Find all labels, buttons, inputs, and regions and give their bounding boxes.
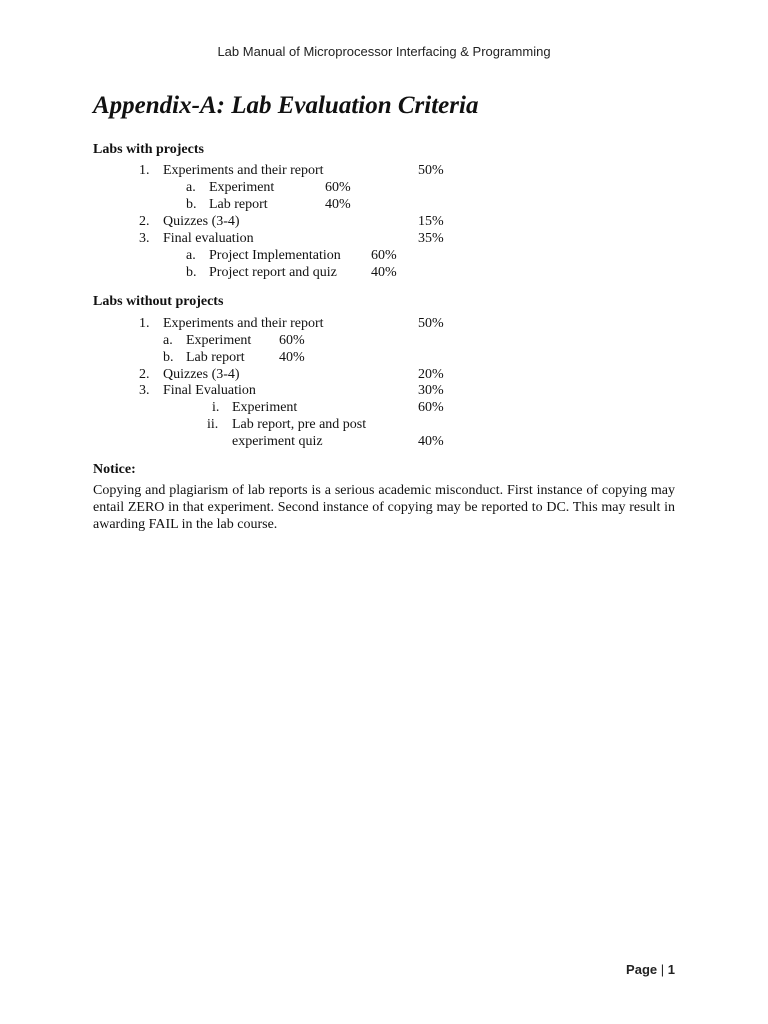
list-item-value: 60% [325,180,351,195]
list-item-label: Quizzes (3-4) [163,367,240,382]
list-item: b. [186,265,197,280]
list-item: ii. [207,417,219,432]
list-item: 1. [139,163,150,178]
list-item-label: experiment quiz [232,434,323,449]
list-item-label: Lab report [186,350,245,365]
list-item-value: 40% [418,434,444,449]
list-item: 2. [139,214,150,229]
list-item-value: 60% [371,248,397,263]
list-item-label: Project report and quiz [209,265,337,280]
page-label: Page [626,962,658,977]
page-separator: | [660,962,665,977]
notice-heading: Notice: [93,462,136,477]
list-item-value: 60% [418,400,444,415]
list-item: 2. [139,367,150,382]
list-item-label: Project Implementation [209,248,341,263]
list-item: b. [186,197,197,212]
list-item-label: Experiment [186,333,252,348]
page-number: 1 [667,962,675,977]
section-heading-with-projects: Labs with projects [93,142,204,157]
list-item-value: 40% [279,350,305,365]
list-item-label: Experiments and their report [163,163,324,178]
list-item-label: Experiment [232,400,298,415]
list-item-value: 50% [418,163,444,178]
list-item-value: 40% [371,265,397,280]
list-item-label: Quizzes (3-4) [163,214,240,229]
list-item: 3. [139,383,150,398]
running-header: Lab Manual of Microprocessor Interfacing & Programming [217,44,551,59]
list-item-value: 40% [325,197,351,212]
list-item: 3. [139,231,150,246]
list-item-label: Final evaluation [163,231,254,246]
list-item-value: 50% [418,316,444,331]
list-item: 1. [139,316,150,331]
page-title: Appendix-A: Lab Evaluation Criteria [93,92,479,119]
list-item-value: 20% [418,367,444,382]
list-item-value: 35% [418,231,444,246]
list-item: i. [212,400,220,415]
list-item-value: 30% [418,383,444,398]
list-item-value: 15% [418,214,444,229]
list-item-label: Experiments and their report [163,316,324,331]
list-item-value: 60% [279,333,305,348]
page-footer [626,962,675,977]
list-item-label: Lab report [209,197,268,212]
list-item: b. [163,350,174,365]
list-item-label: Experiment [209,180,275,195]
list-item-label: Final Evaluation [163,383,256,398]
list-item: a. [186,248,196,263]
list-item: a. [186,180,196,195]
list-item-label: Lab report, pre and post [232,417,367,432]
list-item: a. [163,333,173,348]
section-heading-without-projects: Labs without projects [93,294,224,309]
notice-text: Copying and plagiarism of lab reports is a serious academic misconduct. First instance of copying may entail ZERO in that experiment. Second instance of copying may be reported to DC. This may result in awarding FAIL in the lab course. [93,483,675,532]
